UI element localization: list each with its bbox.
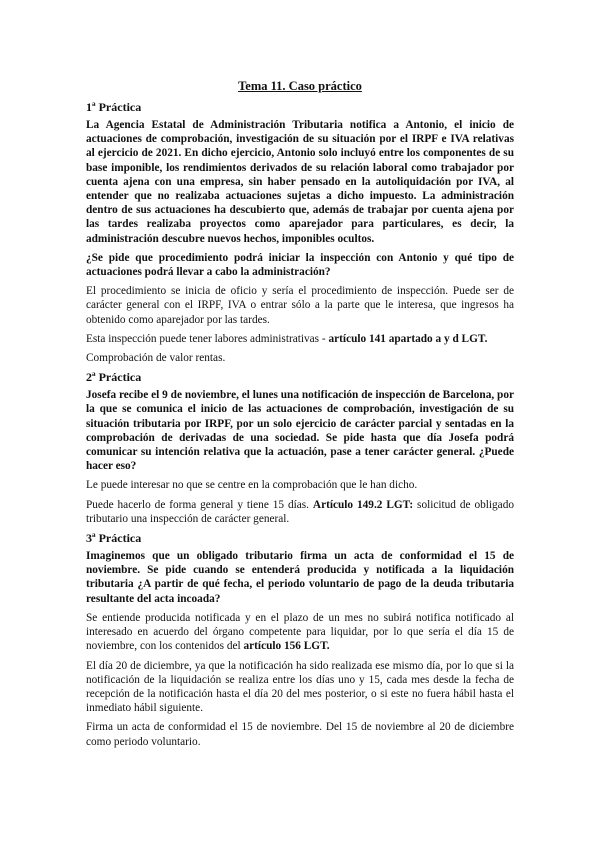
document-body: [86, 78, 514, 754]
practica-1-heading: 1ª Práctica: [86, 100, 142, 114]
answer-text: Puede hacerlo de forma general y tiene 15 días.: [86, 498, 313, 511]
practica-3-answer-1: [86, 611, 514, 654]
practica-2-heading: 2ª Práctica: [86, 370, 142, 385]
practica-1-question: ¿Se pide que procedimiento podrá iniciar la inspección con Antonio y qué tipo de actuaciones podrá llevar a cabo la administración?: [86, 251, 514, 279]
practica-1-answer-1: El procedimiento se inicia de oficio y sería el procedimiento de inspección. Puede ser de carácter general con el IRPF, IVA o entrar sólo a la parte que le interesa, que ingresos ha obtenido como aparejador por las tardes.: [86, 285, 514, 326]
answer-text: Se entiende producida notificada y en el plazo de un mes no subirá notifica notificado al interesado en acuerdo del órgano competente para liquidar, por lo que sería el día 15 de noviembre, con los contenidos del: [86, 611, 514, 653]
answer-text: Esta inspección puede tener labores administrativas -: [86, 332, 329, 345]
practica-3-answer-2: El día 20 de diciembre, ya que la notificación ha sido realizada ese mismo día, por lo que si la notificación de la liquidación se realiza entre los días uno y 15, cada mes desde la fecha de recepción de la notificación hasta el día 20 del mes posterior, o si este no fuera hábil hasta el inmediato hábil siguiente.: [86, 659, 514, 715]
legal-reference: Artículo 149.2 LGT:: [312, 498, 414, 511]
answer-text-tail: solicitud de obligado tributario una inspección de carácter general.: [86, 498, 514, 525]
practica-1-answer-3: Comprobación de valor rentas.: [86, 352, 226, 365]
practica-2-statement: Josefa recibe el 9 de noviembre, el lunes una notificación de inspección de Barcelona, por la que se comunica el inicio de las actuaciones de comprobación, investigación de su situación tributaria por IRPF, por un solo ejercicio de carácter parcial y sentadas en la comprobación de derivadas de una sociedad. Se pide hasta que día Josefa podrá comunicar su intención relativa que la actuación, pase a tener carácter general. ¿Puede hacer eso?: [86, 389, 514, 473]
page-title: Tema 11. Caso práctico: [238, 79, 362, 93]
practica-3-statement: Imaginemos que un obligado tributario firma un acta de conformidad el 15 de noviembre. Se pide cuando se entenderá producida y notificada a la liquidación tributaria ¿A partir de qué fecha, el periodo voluntario de pago de la deuda tributaria resultante del acta incoada?: [86, 550, 514, 605]
practica-2-answer-1: Le puede interesar no que se centre en la comprobación que le han dicho.: [86, 479, 418, 492]
practica-3-answer-3: Firma un acta de conformidad el 15 de noviembre. Del 15 de noviembre al 20 de diciembre como periodo voluntario.: [86, 721, 514, 748]
practica-3-heading: 3ª Práctica: [86, 531, 142, 546]
practica-1-answer-2: [86, 332, 514, 346]
legal-reference: artículo 141 apartado a y d LGT.: [328, 332, 488, 345]
practica-2-answer-2: [86, 498, 514, 526]
practica-1-statement: La Agencia Estatal de Administración Tributaria notifica a Antonio, el inicio de actuaciones de comprobación, investigación de su situación por el IRPF e IVA relativas al ejercicio de 2021. En dicho ejercicio, Antonio solo incluyó entre los componentes de su base imponible, los rendimientos derivados de su relación laboral como trabajador por cuenta ajena con una empresa, sin haber pensado en la autoliquidación por IVA, al entender que no realizaba actuaciones sujetas a dicho impuesto. La administración dentro de sus actuaciones ha descubierto que, además de trabajar por cuenta ajena por las tardes realizaba proyectos como aparejador para particulares, es decir, la administración descubre nuevos hechos, imponibles ocultos.: [86, 119, 514, 245]
legal-reference: artículo 156 LGT.: [243, 640, 330, 653]
